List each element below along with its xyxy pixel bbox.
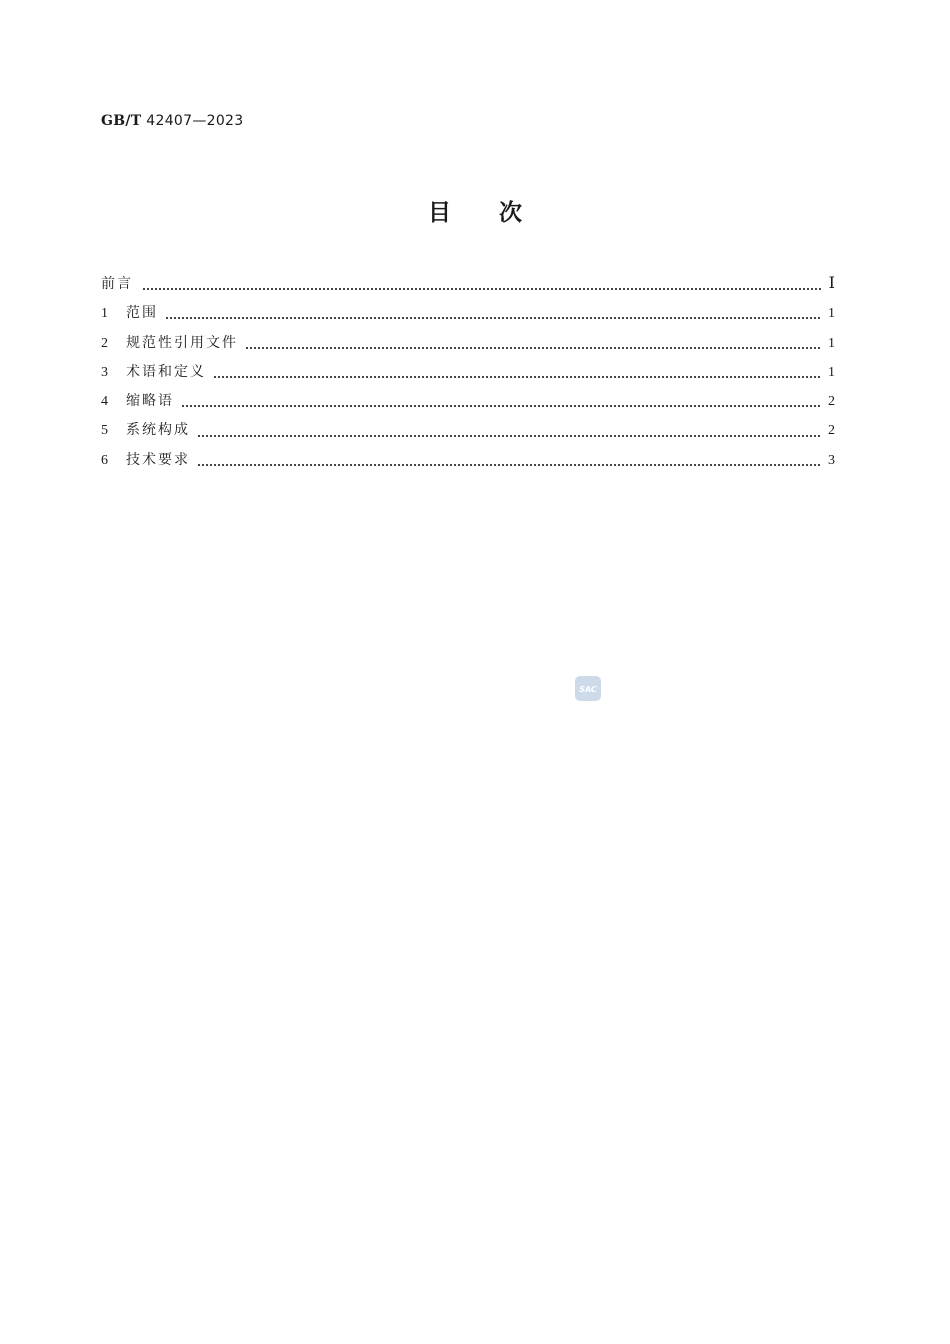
toc-entry-label: 范围: [126, 305, 158, 322]
toc-entry-label: 规范性引用文件: [126, 334, 238, 351]
toc-entry-number: 6: [101, 452, 108, 468]
toc-entry-scope[interactable]: [101, 302, 835, 331]
toc-entry-normative-references[interactable]: [101, 332, 835, 361]
page-title: [0, 194, 950, 227]
toc-leader-dots: [143, 288, 821, 290]
toc-entry-label: 前言: [101, 276, 133, 292]
toc-entry-number: 5: [101, 423, 108, 439]
toc-entry-technical-requirements[interactable]: [101, 449, 835, 478]
sac-watermark-text: SAC: [579, 685, 597, 694]
toc-leader-dots: [246, 347, 820, 349]
toc-entry-page: Ⅰ: [828, 275, 835, 292]
toc-leader-dots: [182, 405, 820, 407]
toc-entry-page: 1: [828, 306, 835, 322]
toc-entry-number: 1: [101, 306, 108, 322]
toc-leader-dots: [198, 435, 820, 437]
toc-entry-system-composition[interactable]: [101, 419, 835, 448]
title-char-1: 目: [428, 200, 451, 226]
toc-entry-number: 2: [101, 335, 108, 351]
toc-entry-page: 1: [828, 364, 835, 380]
toc-leader-dots: [198, 464, 820, 466]
standard-year-number: 42407—2023: [146, 113, 244, 129]
toc-entry-page: 3: [828, 452, 835, 468]
table-of-contents: [101, 273, 835, 478]
toc-entry-page: 2: [828, 423, 835, 439]
toc-entry-foreword[interactable]: [101, 273, 835, 302]
toc-entry-number: 3: [101, 364, 108, 380]
toc-entry-page: 1: [828, 335, 835, 351]
title-char-2: 次: [499, 200, 522, 226]
toc-leader-dots: [214, 376, 820, 378]
toc-entry-label: 技术要求: [126, 451, 190, 468]
toc-leader-dots: [166, 317, 820, 319]
toc-entry-label: 缩略语: [126, 393, 174, 410]
toc-entry-page: 2: [828, 394, 835, 410]
standard-number: [101, 113, 243, 129]
toc-entry-number: 4: [101, 394, 108, 410]
toc-entry-terms-definitions[interactable]: [101, 361, 835, 390]
toc-entry-label: 术语和定义: [126, 363, 206, 380]
toc-entry-label: 系统构成: [126, 422, 190, 439]
standard-code: GB/T: [101, 113, 142, 129]
sac-watermark-logo: [575, 676, 601, 701]
toc-entry-abbreviations[interactable]: [101, 390, 835, 419]
